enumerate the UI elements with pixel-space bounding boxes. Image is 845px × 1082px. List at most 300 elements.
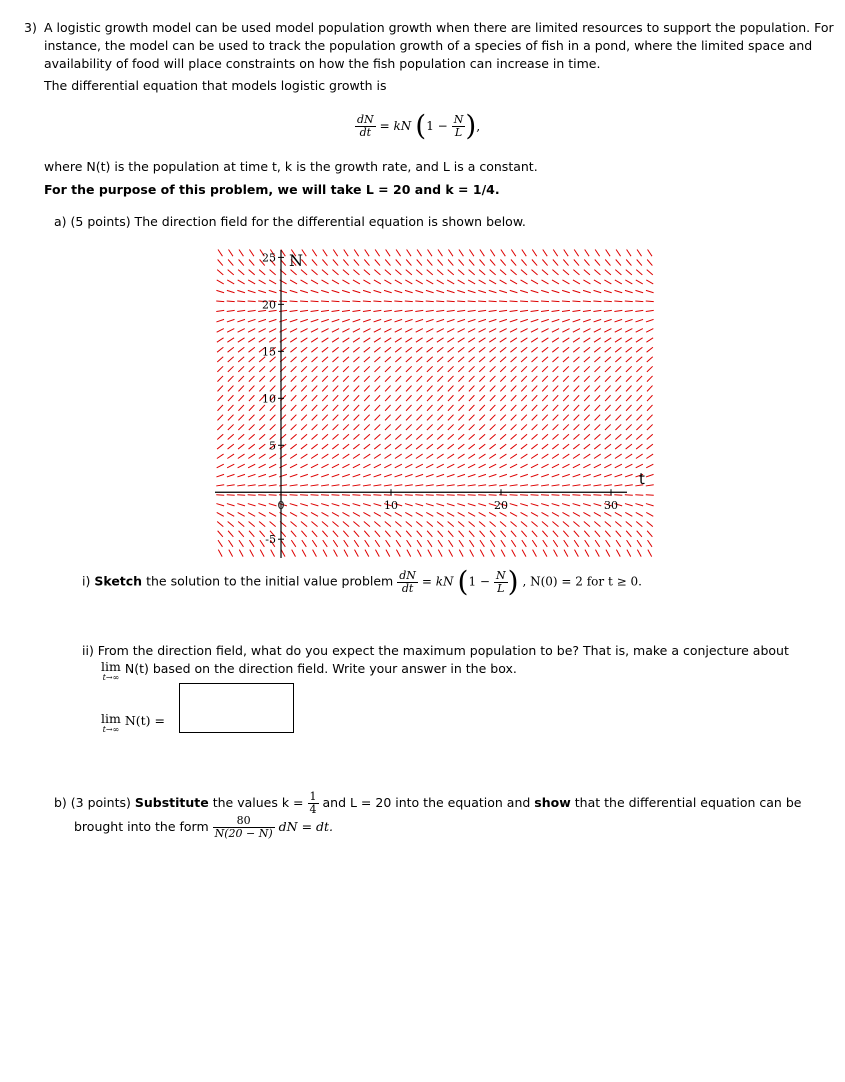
slope-segment (217, 270, 223, 275)
slope-segment (238, 424, 244, 430)
slope-segment (573, 504, 581, 506)
slope-segment (384, 290, 392, 292)
slope-segment (605, 366, 611, 372)
slope-segment (301, 522, 307, 527)
slope-segment (572, 310, 580, 311)
slope-segment (406, 444, 412, 449)
slope-segment (426, 290, 434, 292)
slope-segment (291, 531, 296, 537)
slope-segment (637, 531, 642, 537)
slope-segment (427, 415, 433, 421)
y-tick-label: 10 (262, 392, 276, 406)
slope-segment (311, 464, 318, 468)
slope-segment (563, 259, 568, 265)
slope-segment (458, 464, 465, 468)
slope-segment (543, 550, 547, 557)
slope-segment (238, 329, 245, 333)
slope-segment (594, 290, 602, 292)
slope-segment (616, 540, 620, 547)
sub-i-one: 1 − (468, 574, 490, 589)
slope-segment (216, 485, 224, 486)
slope-segment (626, 531, 631, 537)
slope-segment (438, 531, 443, 537)
slope-segment (520, 290, 528, 292)
slope-segment (227, 454, 234, 458)
slope-segment (238, 366, 244, 372)
slope-segment (511, 434, 517, 439)
sub-ii-line2-rest: N(t) based on the direction field. Write your answer in the box. (124, 661, 517, 676)
slope-segment (334, 550, 338, 557)
slope-segment (405, 495, 413, 496)
slope-segment (447, 319, 455, 322)
slope-segment (384, 310, 392, 311)
slope-segment (343, 415, 349, 421)
slope-segment (478, 474, 486, 477)
slope-segment (405, 512, 412, 516)
slope-segment (321, 310, 329, 311)
slope-segment (291, 386, 297, 392)
slope-segment (563, 386, 569, 392)
slope-segment (238, 405, 243, 411)
slope-segment (511, 357, 517, 362)
slope-segment (604, 319, 612, 322)
slope-segment (375, 540, 379, 547)
slope-segment (353, 434, 359, 439)
slope-segment (343, 424, 349, 430)
slope-segment (573, 280, 580, 284)
slope-segment (458, 357, 464, 362)
slope-segment (542, 531, 547, 537)
slope-segment (311, 329, 318, 333)
slope-segment (385, 405, 390, 411)
slope-segment (510, 454, 517, 458)
slope-segment (615, 338, 622, 342)
slope-segment (625, 290, 633, 292)
slope-segment (333, 259, 338, 265)
slope-segment (615, 464, 622, 468)
slope-segment (270, 386, 276, 392)
slope-segment (531, 347, 537, 352)
slope-segment (479, 329, 486, 333)
slope-segment (229, 550, 233, 557)
slope-segment (365, 550, 369, 557)
slope-segment (405, 338, 412, 342)
slope-segment (448, 444, 454, 449)
slope-segment (510, 319, 518, 322)
slope-segment (542, 280, 549, 284)
slope-segment (353, 319, 361, 322)
slope-segment (614, 485, 622, 486)
slope-segment (415, 495, 423, 496)
slope-segment (531, 464, 538, 468)
slope-segment (521, 347, 527, 352)
slope-segment (511, 522, 517, 527)
slope-segment (552, 290, 560, 292)
slope-segment (636, 338, 643, 342)
slope-segment (322, 512, 329, 516)
slope-segment (459, 550, 463, 557)
slope-segment (469, 531, 474, 537)
slope-segment (437, 338, 444, 342)
slope-segment (584, 405, 589, 411)
slope-segment (311, 338, 318, 342)
slope-segment (301, 424, 307, 430)
slope-segment (595, 405, 600, 411)
slope-segment (217, 512, 224, 516)
slope-segment (574, 424, 580, 430)
slope-segment (416, 424, 422, 430)
slope-segment (437, 434, 443, 439)
slope-segment (437, 366, 443, 372)
direction-field-plot (215, 248, 655, 558)
slope-segment (490, 522, 496, 527)
slope-segment (427, 259, 432, 265)
slope-segment (333, 424, 339, 430)
slope-segment (260, 531, 265, 537)
slope-segment (290, 347, 296, 352)
slope-segment (279, 495, 287, 496)
slope-segment (417, 250, 421, 257)
slope-segment (457, 319, 465, 322)
slope-segment (562, 280, 569, 284)
slope-segment (458, 386, 464, 392)
slope-segment (363, 329, 370, 333)
slope-segment (646, 495, 654, 496)
slope-segment (259, 376, 265, 382)
slope-segment (291, 395, 296, 401)
slope-segment (625, 280, 632, 284)
slope-segment (269, 495, 277, 496)
slope-segment (574, 531, 579, 537)
slope-segment (648, 550, 652, 557)
slope-segment (427, 405, 432, 411)
slope-segment (394, 485, 402, 486)
slope-segment (270, 415, 276, 421)
slope-segment (447, 329, 454, 333)
slope-segment (228, 259, 233, 265)
slope-segment (427, 270, 433, 275)
slope-segment (554, 550, 558, 557)
slope-segment (301, 270, 307, 275)
slope-segment (384, 329, 391, 333)
slope-segment (217, 444, 223, 449)
slope-segment (562, 474, 570, 477)
slope-segment (301, 512, 308, 516)
slope-segment (615, 366, 621, 372)
slope-segment (217, 329, 224, 333)
slope-segment (500, 395, 505, 401)
slope-segment (426, 512, 433, 516)
slope-segment (396, 550, 400, 557)
slope-segment (238, 512, 245, 516)
slope-segment (437, 454, 444, 458)
slope-segment (479, 464, 486, 468)
slope-segment (333, 386, 339, 392)
slope-segment (363, 512, 370, 516)
slope-segment (595, 366, 601, 372)
slope-segment (552, 474, 560, 477)
slope-segment (364, 376, 370, 382)
slope-segment (249, 424, 255, 430)
slope-segment (551, 495, 559, 496)
slope-segment (605, 454, 612, 458)
slope-segment (542, 376, 548, 382)
slope-segment (594, 512, 601, 516)
slope-segment (541, 504, 549, 506)
l-denominator: L (454, 125, 463, 139)
slope-segment (552, 464, 559, 468)
slope-segment (354, 405, 359, 411)
slope-segment (227, 485, 235, 486)
slope-segment (427, 386, 433, 392)
slope-segment (604, 280, 611, 284)
slope-segment (511, 531, 516, 537)
slope-segment (583, 464, 590, 468)
slope-segment (290, 464, 297, 468)
slope-segment (416, 522, 422, 527)
slope-segment (300, 319, 308, 322)
slope-segment (594, 434, 600, 439)
slope-segment (594, 357, 600, 362)
slope-segment (636, 444, 642, 449)
slope-segment (647, 347, 653, 352)
slope-segment (583, 280, 590, 284)
slope-segment (479, 444, 485, 449)
slope-segment (395, 366, 401, 372)
slope-segment (248, 301, 256, 302)
slope-segment (405, 329, 412, 333)
slope-segment (552, 347, 558, 352)
slope-segment (290, 444, 296, 449)
slope-segment (238, 464, 245, 468)
slope-segment (227, 504, 235, 506)
slope-segment (322, 415, 328, 421)
slope-segment (217, 434, 223, 439)
slope-segment (511, 415, 517, 421)
slope-segment (510, 329, 517, 333)
slope-segment (385, 522, 391, 527)
slope-segment (395, 512, 402, 516)
dndt-denominator: dt (359, 125, 372, 139)
slope-segment (531, 454, 538, 458)
slope-segment (594, 347, 600, 352)
slope-segment (354, 415, 360, 421)
intro-line-2: instance, the model can be used to track the population growth of a species of fish in a pond, where the limited space and (44, 38, 813, 53)
slope-segment (625, 485, 633, 486)
slope-segment (615, 319, 623, 322)
slope-segment (604, 464, 611, 468)
slope-segment (228, 376, 234, 382)
slope-segment (542, 454, 549, 458)
slope-segment (646, 338, 653, 342)
slope-segment (217, 454, 224, 458)
slope-segment (228, 270, 234, 275)
slope-segment (322, 366, 328, 372)
slope-segment (396, 250, 400, 257)
slope-segment (585, 550, 589, 557)
slope-segment (270, 270, 276, 275)
slope-segment (616, 415, 622, 421)
slope-segment (520, 329, 527, 333)
slope-segment (500, 464, 507, 468)
eq-one-minus: 1 − (426, 119, 448, 133)
slope-segment (500, 338, 507, 342)
slope-segment (636, 512, 643, 516)
logistic-equation (355, 109, 481, 142)
slope-segment (489, 454, 496, 458)
slope-segment (615, 290, 623, 292)
slope-segment (479, 512, 486, 516)
slope-segment (427, 376, 433, 382)
slope-segment (583, 310, 591, 311)
slope-segment (248, 280, 255, 284)
slope-segment (562, 301, 570, 302)
slope-segment (605, 395, 610, 401)
slope-segment (594, 319, 602, 322)
slope-segment (520, 464, 527, 468)
slope-segment (457, 310, 465, 311)
slope-segment (457, 504, 465, 506)
slope-segment (584, 531, 589, 537)
slope-segment (332, 522, 338, 527)
slope-segment (342, 280, 349, 284)
slope-segment (375, 550, 379, 557)
slope-segment (416, 415, 422, 421)
slope-segment (353, 454, 360, 458)
slope-segment (500, 357, 506, 362)
slope-segment (332, 357, 338, 362)
slope-segment (479, 454, 486, 458)
slope-segment (364, 366, 370, 372)
slope-segment (354, 376, 360, 382)
slope-segment (427, 366, 433, 372)
slope-segment (248, 454, 255, 458)
slope-segment (258, 319, 266, 322)
slope-segment (595, 550, 599, 557)
form-tail: dN = dt. (278, 819, 334, 834)
slope-segment (605, 522, 611, 527)
slope-segment (227, 310, 235, 311)
slope-segment (573, 357, 579, 362)
slope-segment (322, 444, 328, 449)
slope-segment (416, 366, 422, 372)
slope-segment (635, 301, 643, 302)
slope-segment (625, 454, 632, 458)
n-numerator: N (453, 112, 464, 126)
slope-segment (300, 290, 308, 292)
slope-segment (343, 395, 348, 401)
slope-segment (635, 495, 643, 496)
slope-segment (562, 504, 570, 506)
slope-segment (510, 474, 518, 477)
slope-segment (584, 444, 590, 449)
slope-segment (459, 259, 464, 265)
slope-segment (363, 301, 371, 302)
slope-segment (322, 270, 328, 275)
slope-segment (468, 474, 476, 477)
slope-segment (625, 310, 633, 311)
slope-segment (626, 259, 631, 265)
slope-segment (646, 280, 653, 284)
slope-segment (627, 540, 631, 547)
slope-segment (595, 531, 600, 537)
slope-segment (615, 424, 621, 430)
slope-segment (511, 540, 515, 547)
slope-segment (572, 495, 580, 496)
slope-segment (553, 376, 559, 382)
slope-segment (469, 540, 473, 547)
slope-segment (259, 280, 266, 284)
slope-segment (427, 424, 433, 430)
slope-segment (374, 329, 381, 333)
slope-segment (417, 540, 421, 547)
slope-segment (333, 366, 339, 372)
slope-segment (573, 474, 581, 477)
part-b-line2 (74, 815, 333, 840)
slope-segment (258, 474, 266, 477)
slope-segment (542, 347, 548, 352)
part-b-text2: and L = 20 into the equation and (322, 795, 531, 810)
slope-segment (216, 474, 224, 477)
slope-segment (406, 424, 412, 430)
slope-segment (615, 347, 621, 352)
slope-segment (343, 338, 350, 342)
slope-segment (249, 540, 253, 547)
slope-segment (333, 395, 338, 401)
slope-segment (259, 522, 265, 527)
slope-segment (490, 531, 495, 537)
slope-segment (625, 329, 632, 333)
slope-segment (332, 504, 340, 506)
slope-segment (311, 522, 317, 527)
slope-segment (605, 415, 611, 421)
slope-segment (584, 415, 590, 421)
slope-segment (415, 310, 423, 311)
slope-segment (447, 280, 454, 284)
slope-segment (355, 550, 359, 557)
slope-segment (416, 512, 423, 516)
slope-segment (311, 347, 317, 352)
slope-segment (479, 522, 485, 527)
slope-segment (363, 319, 371, 322)
slope-segment (364, 405, 369, 411)
slope-segment (259, 405, 264, 411)
slope-segment (635, 319, 643, 322)
slope-segment (301, 405, 306, 411)
slope-segment (574, 259, 579, 265)
sub-ii-line1: ii) From the direction field, what do you expect the maximum population to be? That is, make a conjecture about (82, 643, 789, 658)
slope-segment (448, 376, 454, 382)
slope-segment (511, 250, 515, 257)
slope-segment (321, 495, 329, 496)
slope-segment (479, 338, 486, 342)
slope-segment (594, 474, 602, 477)
slope-segment (447, 338, 454, 342)
slope-segment (405, 474, 413, 477)
slope-segment (594, 270, 600, 275)
slope-segment (448, 531, 453, 537)
slope-segment (405, 485, 413, 486)
slope-segment (447, 485, 455, 486)
slope-segment (375, 395, 380, 401)
slope-segment (458, 444, 464, 449)
slope-segment (637, 259, 642, 265)
slope-segment (416, 474, 424, 477)
slope-segment (312, 259, 317, 265)
slope-segment (562, 329, 569, 333)
slope-segment (417, 259, 422, 265)
answer-box[interactable] (179, 683, 294, 733)
